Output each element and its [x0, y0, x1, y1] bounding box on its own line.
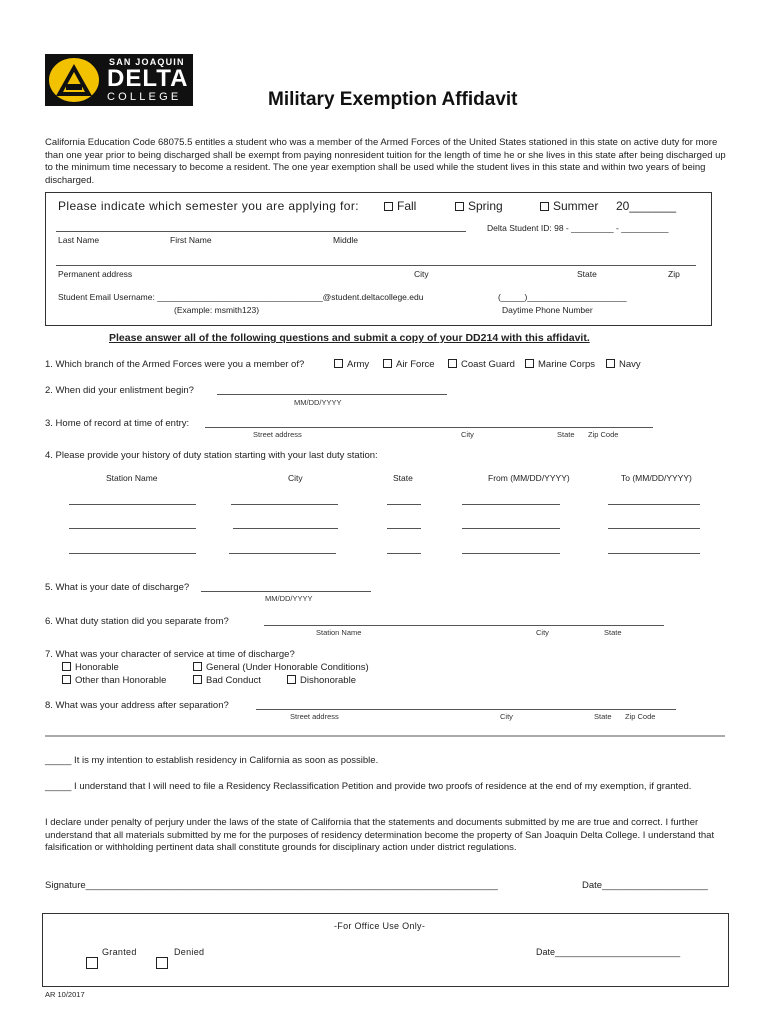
- address-zip-label: Zip: [668, 269, 680, 279]
- checkbox-navy[interactable]: [606, 359, 615, 368]
- semester-prompt: Please indicate which semester you are applying for:: [58, 199, 359, 213]
- checkbox-other-than-honorable[interactable]: [62, 675, 71, 684]
- q7-option-dishonorable[interactable]: Dishonorable: [287, 675, 356, 686]
- q1-text: 1. Which branch of the Armed Forces were you a member of?: [45, 359, 305, 370]
- q7-option-general[interactable]: General (Under Honorable Conditions): [193, 662, 369, 673]
- q7-option-honorable[interactable]: Honorable: [62, 662, 119, 673]
- q2-text: 2. When did your enlistment begin?: [45, 385, 194, 396]
- semester-summer-option[interactable]: Summer: [540, 199, 598, 213]
- statement-residency-intent[interactable]: _____ It is my intention to establish residency in California as soon as possible.: [45, 755, 379, 766]
- q8-city-label: City: [500, 712, 513, 721]
- station-name-field[interactable]: [69, 528, 196, 529]
- q3-zip-label: Zip Code: [588, 430, 619, 439]
- address-city-label: City: [414, 269, 429, 279]
- q1-option-marine-corps[interactable]: Marine Corps: [525, 359, 595, 370]
- section-divider: [45, 735, 725, 737]
- q8-zip-label: Zip Code: [625, 712, 656, 721]
- checkbox-air-force[interactable]: [383, 359, 392, 368]
- q7-option-other-than-honorable[interactable]: Other than Honorable: [62, 675, 166, 686]
- q4-header-city: City: [288, 473, 303, 483]
- address-state-label: State: [577, 269, 597, 279]
- q6-text: 6. What duty station did you separate from?: [45, 616, 229, 627]
- station-state-field[interactable]: [387, 553, 421, 554]
- student-email-field[interactable]: Student Email Username: ___________________________________@student.deltacollege.edu: [58, 292, 424, 302]
- denied-label: Denied: [174, 947, 205, 957]
- q3-state-label: State: [557, 430, 575, 439]
- q5-text: 5. What is your date of discharge?: [45, 582, 190, 593]
- station-state-field[interactable]: [387, 528, 421, 529]
- semester-fall-option[interactable]: Fall: [384, 199, 416, 213]
- q6-station-label: Station Name: [316, 628, 362, 637]
- q1-option-coast-guard[interactable]: Coast Guard: [448, 359, 515, 370]
- checkbox-summer[interactable]: [540, 202, 549, 211]
- daytime-phone-label: Daytime Phone Number: [502, 305, 593, 315]
- station-state-field[interactable]: [387, 504, 421, 505]
- station-from-field[interactable]: [462, 504, 560, 505]
- first-name-label: First Name: [170, 235, 212, 245]
- statement-reclassification[interactable]: _____ I understand that I will need to file a Residency Reclassification Petition and provide two proofs of residence at the end of my exemption, if granted.: [45, 781, 692, 792]
- permanent-address-label: Permanent address: [58, 269, 133, 279]
- checkbox-granted[interactable]: [86, 957, 98, 969]
- q8-street-label: Street address: [290, 712, 339, 721]
- station-to-field[interactable]: [608, 528, 700, 529]
- page-title: Military Exemption Affidavit: [268, 89, 518, 110]
- declaration-paragraph: I declare under penalty of perjury under the laws of the state of California that the statements and documents submitted by me are true and correct. I further understand that all materials submitted by me for the purposes of residency determination become the property of San Joaquin Delta College. I understand that falsification or withholding pertinent data shall constitute grounds for disciplinary action under district regulations.: [45, 817, 715, 853]
- checkbox-army[interactable]: [334, 359, 343, 368]
- station-city-field[interactable]: [231, 504, 338, 505]
- signature-field[interactable]: Signature______________________________________________________________________________: [45, 880, 498, 891]
- enlistment-date-line[interactable]: [217, 394, 447, 395]
- checkbox-bad-conduct[interactable]: [193, 675, 202, 684]
- permanent-address-line[interactable]: [56, 265, 696, 266]
- station-to-field[interactable]: [608, 553, 700, 554]
- middle-name-label: Middle: [333, 235, 359, 245]
- logo-line-2: DELTA: [107, 65, 189, 92]
- q6-city-label: City: [536, 628, 549, 637]
- checkbox-dishonorable[interactable]: [287, 675, 296, 684]
- station-name-field[interactable]: [69, 504, 196, 505]
- instruction-heading: Please answer all of the following questions and submit a copy of your DD214 with this affidavit.: [109, 332, 590, 344]
- q3-text: 3. Home of record at time of entry:: [45, 418, 190, 429]
- station-name-field[interactable]: [69, 553, 196, 554]
- q8-state-label: State: [594, 712, 612, 721]
- checkbox-fall[interactable]: [384, 202, 393, 211]
- q7-text: 7. What was your character of service at time of discharge?: [45, 649, 295, 660]
- checkbox-spring[interactable]: [455, 202, 464, 211]
- home-of-record-line[interactable]: [205, 427, 653, 428]
- q3-street-label: Street address: [253, 430, 302, 439]
- q3-city-label: City: [461, 430, 474, 439]
- checkbox-coast-guard[interactable]: [448, 359, 457, 368]
- form-revision-code: AR 10/2017: [45, 990, 85, 999]
- q5-date-hint: MM/DD/YYYY: [265, 594, 313, 603]
- college-logo: [45, 54, 193, 106]
- q6-state-label: State: [604, 628, 622, 637]
- q2-date-hint: MM/DD/YYYY: [294, 398, 342, 407]
- delta-student-id-field[interactable]: Delta Student ID: 98 - _________ - __________: [487, 223, 669, 233]
- station-to-field[interactable]: [608, 504, 700, 505]
- q4-header-to: To (MM/DD/YYYY): [621, 473, 692, 483]
- station-city-field[interactable]: [229, 553, 336, 554]
- last-name-label: Last Name: [58, 235, 100, 245]
- q1-option-army[interactable]: Army: [334, 359, 369, 370]
- email-example-hint: (Example: msmith123): [174, 305, 260, 315]
- q4-header-from: From (MM/DD/YYYY): [488, 473, 570, 483]
- station-from-field[interactable]: [462, 553, 560, 554]
- post-separation-address-line[interactable]: [256, 709, 676, 710]
- q8-text: 8. What was your address after separation?: [45, 700, 229, 711]
- intro-paragraph: California Education Code 68075.5 entitles a student who was a member of the Armed Forces of the United States stationed in this state on active duty for more than one year prior to being discharged shall be exempt from paying nonresident tuition for the length of time he or she lives in this state after being discharged up to the minimum time necessary to become a resident. The one year exemption shall be used while the student lives in this state and within two years of being discharged.: [45, 137, 726, 186]
- logo-line-3: COLLEGE: [107, 91, 182, 103]
- station-from-field[interactable]: [462, 528, 560, 529]
- q7-option-bad-conduct[interactable]: Bad Conduct: [193, 675, 261, 686]
- q4-text: 4. Please provide your history of duty station starting with your last duty station:: [45, 450, 378, 461]
- checkbox-general[interactable]: [193, 662, 202, 671]
- separation-station-line[interactable]: [264, 625, 664, 626]
- name-line[interactable]: [56, 231, 466, 232]
- discharge-date-line[interactable]: [201, 591, 371, 592]
- q4-header-station: Station Name: [106, 473, 158, 483]
- checkbox-denied[interactable]: [156, 957, 168, 969]
- q1-option-air-force[interactable]: Air Force: [383, 359, 435, 370]
- q1-option-navy[interactable]: Navy: [606, 359, 641, 370]
- daytime-phone-field[interactable]: (_____)_____________________: [498, 292, 627, 302]
- signature-date-field[interactable]: Date____________________: [582, 880, 708, 891]
- logo-line-1: SAN JOAQUIN: [109, 57, 185, 67]
- semester-spring-option[interactable]: Spring: [455, 199, 503, 213]
- office-date-field[interactable]: Date_________________________: [536, 947, 681, 957]
- granted-label: Granted: [102, 947, 137, 957]
- office-use-title: -For Office Use Only-: [334, 921, 426, 931]
- checkbox-honorable[interactable]: [62, 662, 71, 671]
- station-city-field[interactable]: [233, 528, 338, 529]
- logo-emblem-icon: [49, 58, 99, 102]
- q4-header-state: State: [393, 473, 413, 483]
- checkbox-marine-corps[interactable]: [525, 359, 534, 368]
- semester-year-field[interactable]: 20_______: [616, 199, 677, 213]
